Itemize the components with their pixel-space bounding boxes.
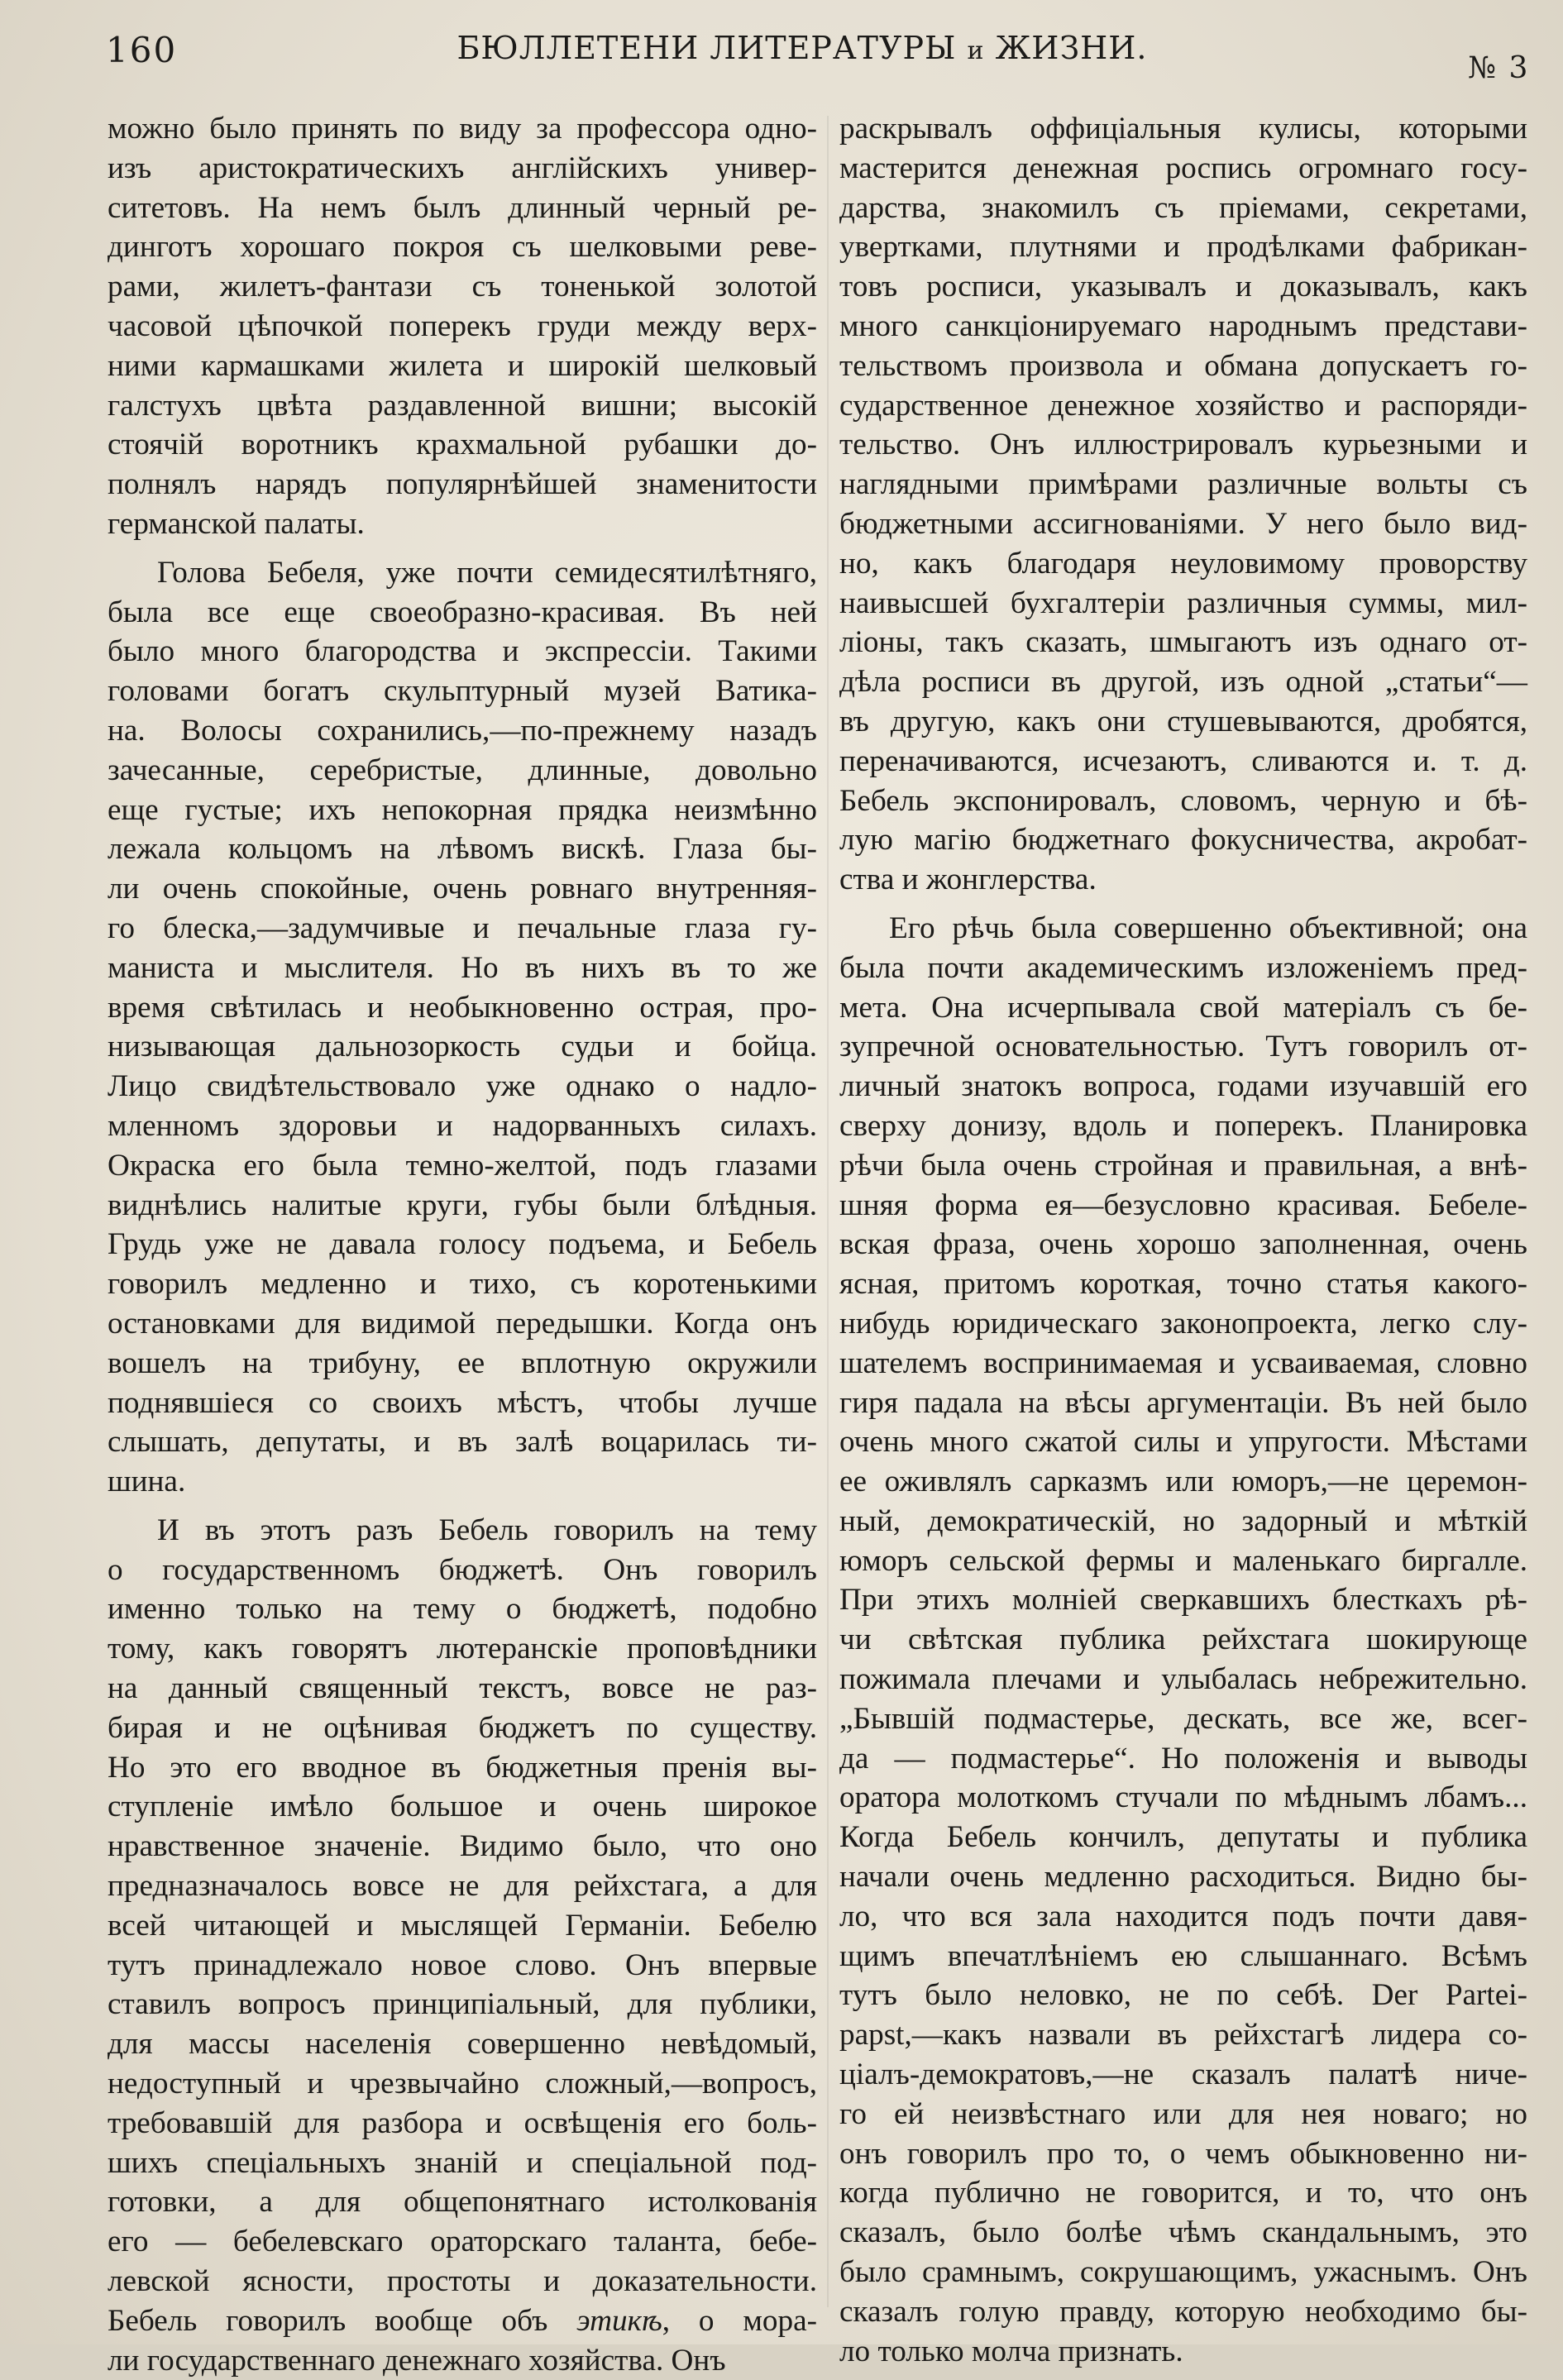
text-line: Но это его вводное въ бюджетныя пренія вы-: [108, 1750, 817, 1785]
text-line: ясная, притомъ короткая, точно статья какого-: [839, 1267, 1527, 1302]
text-line: предназначалось вовсе не для рейхстага, а для: [108, 1869, 817, 1904]
text-line: ними кармашками жилета и широкій шелковый: [108, 348, 817, 383]
running-title-part-2: ЖИЗНИ.: [995, 30, 1148, 66]
text-line: требовавшій для разбора и освѣщенія его боль-: [108, 2105, 817, 2140]
text-line: сказалъ голую правду, которую необходимо бы-: [839, 2294, 1527, 2329]
text-line: мастерится денежная роспись огромнаго госу-: [839, 151, 1527, 185]
text-line: щимъ впечатлѣніемъ ею слышаннаго. Всѣмъ: [839, 1938, 1527, 1973]
text-line: гиря падала на вѣсы аргументаціи. Въ ней было: [839, 1385, 1527, 1420]
text-line: была все еще своеобразно-красивая. Въ ней: [108, 595, 817, 629]
text-line: И въ этотъ разъ Бебель говорилъ на тему: [157, 1513, 817, 1547]
text-line: При этихъ молніей сверкавшихъ блесткахъ рѣ-: [839, 1583, 1527, 1618]
text-line: онъ говорилъ про то, о чемъ обыкновенно ни-: [839, 2136, 1527, 2171]
text-line: вошелъ на трибуну, ее вплотную окружили: [108, 1345, 817, 1380]
text-line: бирая и не оцѣнивая бюджетъ по существу.: [108, 1710, 817, 1745]
text-line: переначиваются, исчезаютъ, сливаются и. т. д.: [839, 743, 1527, 778]
text-line: время свѣтилась и необыкновенно острая, про-: [108, 990, 817, 1025]
text-line: ступленіе имѣло большое и очень широкое: [108, 1790, 817, 1824]
text-line: была почти академическимъ изложеніемъ пред-: [839, 950, 1527, 985]
text-line: бюджетными ассигнованіями. У него было вид-: [839, 506, 1527, 541]
text-line: ства и жонглерства.: [839, 863, 1097, 897]
text-line: готовки, а для общепонятнаго истолкованія: [108, 2185, 817, 2220]
text-line: германской палаты.: [108, 506, 365, 541]
text-line: шина.: [108, 1465, 186, 1499]
text-line: го ей неизвѣстнаго или для нея новаго; но: [839, 2096, 1527, 2131]
text-line: динготъ хорошаго покроя съ шелковыми реве-: [108, 230, 817, 265]
text-line: для массы населенія совершенно невѣдомый,: [108, 2027, 817, 2062]
text-line: зачесанные, серебристые, длинные, довольно: [108, 753, 817, 787]
text-line: въ другую, какъ они стушевываются, дробятся,: [839, 704, 1527, 738]
text-line: сверху донизу, вдоль и поперекъ. Планировка: [839, 1108, 1527, 1143]
text-line: на. Волосы сохранились,—по-прежнему назадъ: [108, 713, 817, 748]
text-line: лежала кольцомъ на лѣвомъ вискѣ. Глаза бы-: [108, 832, 817, 867]
text-line: тутъ принадлежало новое слово. Онъ впервые: [108, 1947, 817, 1982]
text-line: очень много сжатой силы и упругости. Мѣстами: [839, 1425, 1527, 1460]
text-line: но, какъ благодаря неуловимому проворству: [839, 546, 1527, 581]
paragraph: [839, 909, 1527, 2371]
text-line: маниста и мыслителя. Но въ нихъ въ то же: [108, 950, 817, 985]
text-line: ный, демократическій, но задорный и мѣткій: [839, 1503, 1527, 1538]
issue-number: № 3: [1468, 51, 1530, 85]
text-line: юморъ сельской фермы и маленькаго биргалле.: [839, 1543, 1527, 1578]
text-line: на данный священный текстъ, вовсе не раз-: [108, 1671, 817, 1706]
text-line: Голова Бебеля, уже почти семидесятилѣтняго,: [157, 555, 817, 590]
text-line: ліоны, такъ сказать, шмыгаютъ изъ однаго от-: [839, 625, 1527, 660]
text-line: да — подмастерье“. Но положенія и выводы: [839, 1741, 1527, 1775]
page-number: 160: [106, 30, 178, 70]
paragraph: [839, 109, 1527, 900]
text-line: шняя форма ея—безусловно красивая. Бебеле-: [839, 1188, 1527, 1222]
text-line: тому, какъ говорятъ лютеранскіе проповѣдники: [108, 1632, 817, 1666]
text-line: ставилъ вопросъ принципіальный, для публики,: [108, 1987, 817, 2022]
text-line: галстухъ цвѣта раздавленной вишни; высокій: [108, 388, 817, 423]
text-line: слышать, депутаты, и въ залѣ воцарилась ти-: [108, 1425, 817, 1460]
text-line: поднявшіеся со своихъ мѣстъ, чтобы лучше: [108, 1385, 817, 1420]
text-line: рѣчи была очень стройная и правильная, а внѣ-: [839, 1148, 1527, 1183]
text-line: часовой цѣпочкой поперекъ груди между верх-: [108, 308, 817, 343]
text-line: лую магію бюджетнаго фокусничества, акробат-: [839, 823, 1527, 858]
text-line: тутъ было неловко, не по себѣ. Der Partei-: [839, 1978, 1527, 2013]
text-line: наивысшей бухгалтеріи различныя суммы, мил-: [839, 585, 1527, 620]
text-line: papst,—какъ назвали въ рейхстагѣ лидера со-: [839, 2018, 1527, 2053]
text-line: начали очень медленно расходиться. Видно бы-: [839, 1860, 1527, 1895]
text-line: изъ аристократическихъ англійскихъ универ-: [108, 151, 817, 185]
text-line: когда публично не говорится, и то, что онъ: [839, 2176, 1527, 2210]
text-line: рами, жилетъ-фантази съ тоненькой золотой: [108, 270, 817, 304]
text-line: товъ росписи, указывалъ и доказывалъ, какъ: [839, 270, 1527, 304]
text-line: ситетовъ. На немъ былъ длинный черный ре-: [108, 190, 817, 225]
text-line: ло, что вся зала находится подъ почти давя-: [839, 1899, 1527, 1933]
text-line: остановками для видимой передышки. Когда онъ: [108, 1306, 817, 1341]
paragraph: [108, 1511, 817, 2380]
text-line: его — бебелевскаго ораторскаго таланта, бебе-: [108, 2225, 817, 2259]
text-line: мленномъ здоровьи и надорванныхъ силахъ.: [108, 1108, 817, 1143]
text-line: чи свѣтская публика рейхстага шокирующе: [839, 1623, 1527, 1657]
text-line: нибудь юридическаго законопроекта, легко слу-: [839, 1306, 1527, 1341]
text-line: тельство. Онъ иллюстрировалъ курьезными и: [839, 428, 1527, 462]
text-line: Бебель экспонировалъ, словомъ, черную и бѣ-: [839, 783, 1527, 818]
text-line: Лицо свидѣтельствовало уже однако о надло-: [108, 1069, 817, 1104]
text-line: ло только молча признать.: [839, 2334, 1183, 2368]
text-line: всей читающей и мыслящей Германіи. Бебелю: [108, 1908, 817, 1943]
text-line: нравственное значеніе. Видимо было, что оно: [108, 1829, 817, 1864]
column-divider: [827, 116, 829, 2307]
text-line: оратора молоткомъ стучали по мѣднымъ лбамъ...: [839, 1780, 1527, 1815]
text-line: ціалъ-демократовъ,—не сказалъ палатѣ ниче-: [839, 2057, 1527, 2092]
text-line: „Бывшій подмастерье, дескать, все же, всег-: [839, 1701, 1527, 1736]
text-line: тельствомъ произвола и обмана допускаетъ го-: [839, 348, 1527, 383]
paragraph: [108, 109, 817, 544]
text-line: шихъ спеціальныхъ знаній и спеціальной под-: [108, 2145, 817, 2180]
text-line: пожимала плечами и улыбалась небрежительно.: [839, 1662, 1527, 1697]
text-line: вская фраза, очень хорошо заполненная, очень: [839, 1227, 1527, 1262]
text-line: говорилъ медленно и тихо, съ коротенькими: [108, 1267, 817, 1302]
text-line: виднѣлись налитые круги, губы были блѣдныя.: [108, 1188, 817, 1222]
left-column: [108, 109, 817, 2378]
text-line: шателемъ воспринимаемая и усваиваемая, словно: [839, 1345, 1527, 1380]
text-line: о государственномъ бюджетѣ. Онъ говорилъ: [108, 1552, 817, 1587]
text-line: Когда Бебель кончилъ, депутаты и публика: [839, 1820, 1527, 1855]
running-title: [447, 30, 1158, 66]
text-line: раскрывалъ оффиціальныя кулисы, которыми: [839, 112, 1527, 146]
running-title-part-1: БЮЛЛЕТЕНИ ЛИТЕРАТУРЫ: [456, 30, 957, 66]
text-line: еще густые; ихъ непокорная прядка неизмѣнно: [108, 792, 817, 827]
text-line: Его рѣчь была совершенно объективной; она: [889, 910, 1527, 945]
text-line: мета. Она исчерпывала свой матеріалъ съ бе-: [839, 990, 1527, 1025]
text-line: Грудь уже не давала голосу подъема, и Бебель: [108, 1227, 817, 1262]
text-line: ли очень спокойные, очень ровнаго внутренняя-: [108, 872, 817, 906]
text-line: го блеска,—задумчивые и печальные глаза гу-: [108, 910, 817, 945]
text-line: стоячій воротникъ крахмальной рубашки до-: [108, 428, 817, 462]
running-title-conjunction: и: [967, 36, 985, 65]
right-column: [839, 109, 1527, 2368]
text-line: увертками, плутнями и продѣлками фабрикан-: [839, 230, 1527, 265]
text-line: ее оживлялъ сарказмъ или юморъ,—не церемон-: [839, 1465, 1527, 1499]
emphasis: этикѣ: [576, 2303, 662, 2338]
page-header: [0, 0, 1563, 108]
text-line: зупречной основательностью. Тутъ говорилъ от-: [839, 1030, 1527, 1064]
text-line: низывающая дальнозоркость судьи и бойца.: [108, 1030, 817, 1064]
text-line: много санкціонируемаго народнымъ представи-: [839, 308, 1527, 343]
text-line: было срамнымъ, сокрушающимъ, ужаснымъ. Онъ: [839, 2255, 1527, 2290]
text-line: сударственное денежное хозяйство и распоряди-: [839, 388, 1527, 423]
text-line: недоступный и чрезвычайно сложный,—вопросъ,: [108, 2067, 817, 2101]
text-line: личный знатокъ вопроса, годами изучавшій его: [839, 1069, 1527, 1104]
text-line: именно только на тему о бюджетѣ, подобно: [108, 1592, 817, 1627]
text-line: наглядными примѣрами различные вольты съ: [839, 467, 1527, 502]
text-line: Окраска его была темно-желтой, подъ глазами: [108, 1148, 817, 1183]
text-line: головами богатъ скульптурный музей Ватика-: [108, 674, 817, 709]
text-line: дѣла росписи въ другой, изъ одной „статьи“—: [839, 665, 1527, 700]
text-line: было много благородства и экспрессіи. Такими: [108, 634, 817, 669]
text-line: полнялъ нарядъ популярнѣйшей знаменитости: [108, 467, 817, 502]
text-line: левской ясности, простоты и доказательности.: [108, 2264, 817, 2299]
paragraph: [108, 553, 817, 1502]
text-line: ли государственнаго денежнаго хозяйства. Онъ: [108, 2343, 726, 2378]
text-line: можно было принять по виду за профессора одно-: [108, 112, 817, 146]
text-line: дарства, знакомилъ съ пріемами, секретами,: [839, 190, 1527, 225]
text-line: Бебель говорилъ вообще объ этикѣ, о мора-: [108, 2303, 817, 2338]
text-line: сказалъ, было болѣе чѣмъ скандальнымъ, это: [839, 2215, 1527, 2250]
